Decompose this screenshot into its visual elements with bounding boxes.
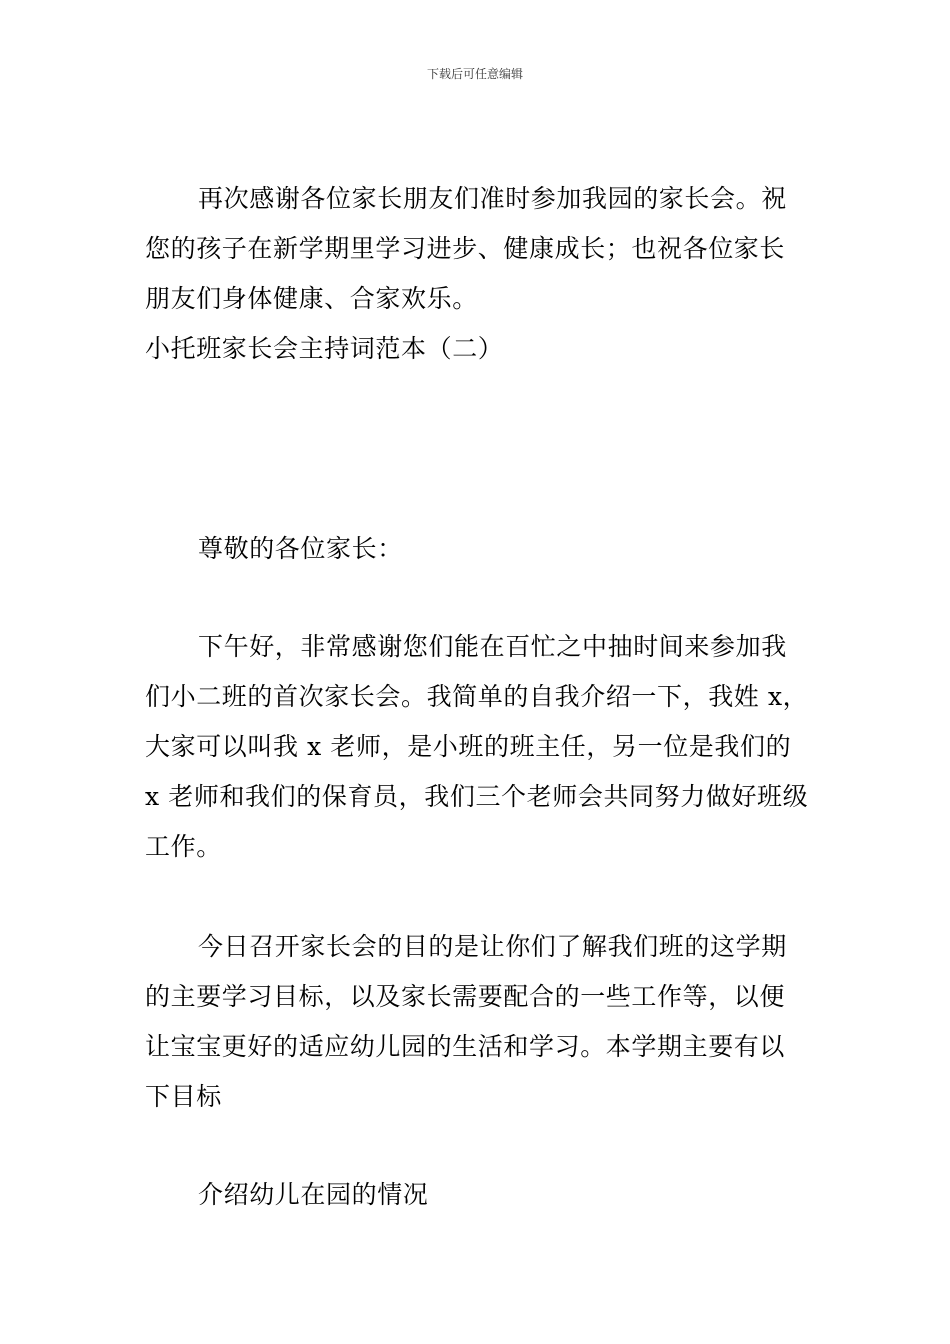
closing-paragraph: 再次感谢各位家长朋友们准时参加我园的家长会。祝您的孩子在新学期里学习进步、健康成长；也祝各位家长朋友们身体健康、合家欢乐。 xyxy=(145,184,787,313)
section-title: 小托班家长会主持词范本（二） xyxy=(145,334,504,363)
intro-paragraph: 下午好，非常感谢您们能在百忙之中抽时间来参加我们小二班的首次家长会。我简单的自我介绍一下，我姓 x，大家可以叫我 x 老师，是小班的班主任，另一位是我们的 x 老师和我们的保育员，我们三个老师会共同努力做好班级工作。 xyxy=(145,632,809,861)
item-heading: 介绍幼儿在园的情况 xyxy=(198,1180,429,1209)
purpose-paragraph: 今日召开家长会的目的是让你们了解我们班的这学期的主要学习目标，以及家长需要配合的一些工作等，以便让宝宝更好的适应幼儿园的生活和学习。本学期主要有以下目标 xyxy=(145,932,787,1111)
page-header: 下载后可任意编辑 xyxy=(426,67,523,81)
salutation: 尊敬的各位家长： xyxy=(198,534,403,563)
